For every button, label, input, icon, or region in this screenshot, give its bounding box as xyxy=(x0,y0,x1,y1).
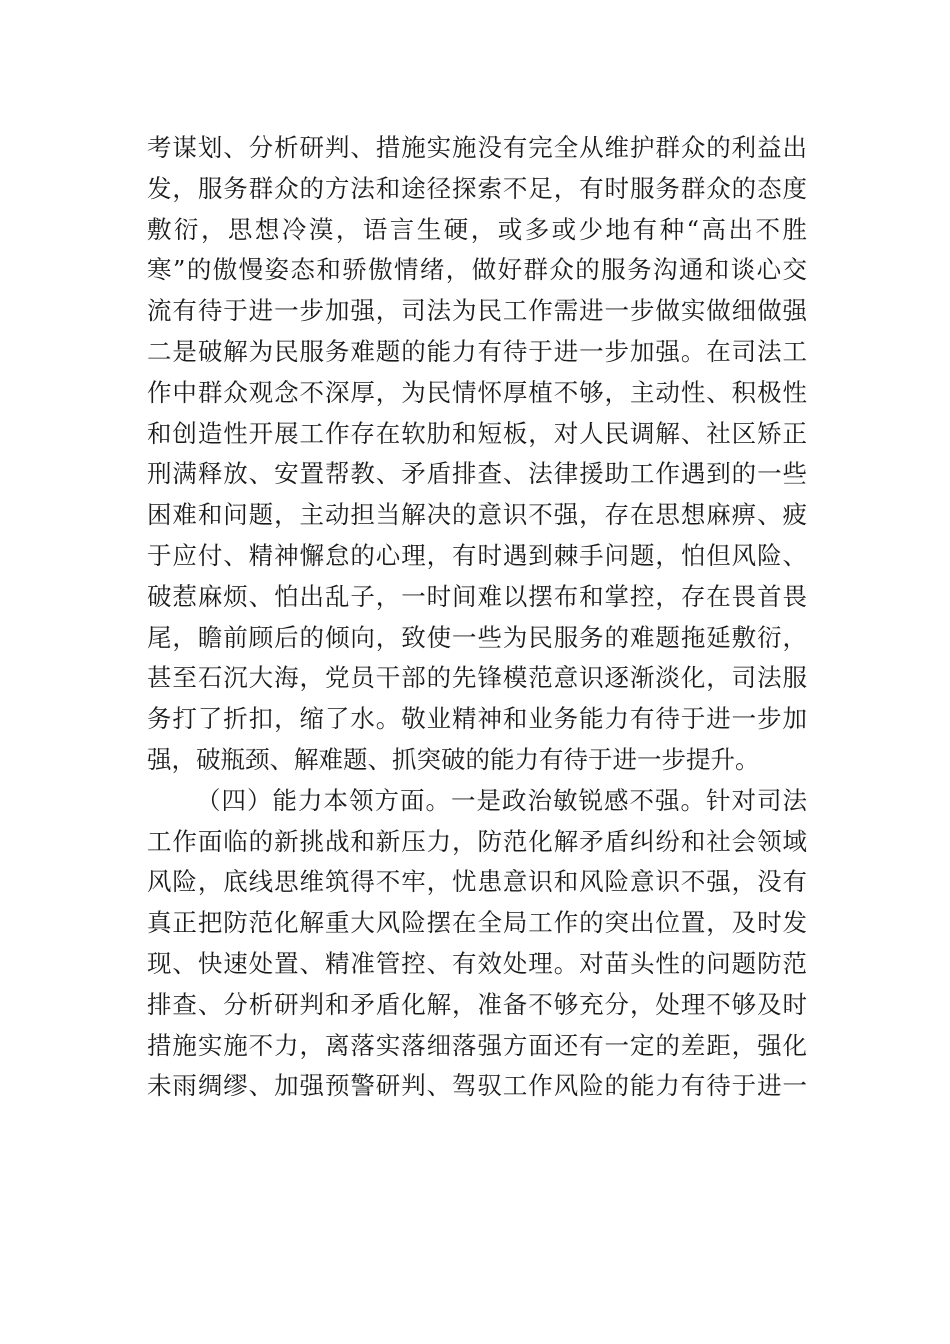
text-line: 措施实施不力，离落实落细落强方面还有一定的差距，强化 xyxy=(147,1030,807,1060)
text-line: 敷衍，思想冷漠，语言生硬，或多或少地有种“高出不胜 xyxy=(147,214,807,244)
text-line: 刑满释放、安置帮教、矛盾排查、法律援助工作遇到的一些 xyxy=(147,459,807,489)
text-line: 寒”的傲慢姿态和骄傲情绪，做好群众的服务沟通和谈心交 xyxy=(147,255,807,285)
section-heading-line: （四）能力本领方面。一是政治敏锐感不强。针对司法 xyxy=(196,785,807,815)
text-line: 排查、分析研判和矛盾化解，准备不够充分，处理不够及时 xyxy=(147,989,807,1019)
text-line: 真正把防范化解重大风险摆在全局工作的突出位置，及时发 xyxy=(147,908,807,938)
text-line: 二是破解为民服务难题的能力有待于进一步加强。在司法工 xyxy=(147,336,807,366)
text-line: 破惹麻烦、怕出乱子，一时间难以摆布和掌控，存在畏首畏 xyxy=(147,581,807,611)
text-line: 于应付、精神懈怠的心理，有时遇到棘手问题，怕但风险、 xyxy=(147,540,807,570)
text-line: 工作面临的新挑战和新压力，防范化解矛盾纠纷和社会领域 xyxy=(147,826,807,856)
text-line: 困难和问题，主动担当解决的意识不强，存在思想麻痹、疲 xyxy=(147,500,807,530)
text-line: 考谋划、分析研判、措施实施没有完全从维护群众的利益出 xyxy=(147,133,807,162)
text-line: 现、快速处置、精准管控、有效处理。对苗头性的问题防范 xyxy=(147,948,807,978)
text-line: 务打了折扣，缩了水。敬业精神和业务能力有待于进一步加 xyxy=(147,704,807,734)
text-line: 尾，瞻前顾后的倾向，致使一些为民服务的难题拖延敷衍， xyxy=(147,622,807,652)
text-line: 发，服务群众的方法和途径探索不足，有时服务群众的态度 xyxy=(147,173,807,203)
text-line: 甚至石沉大海，党员干部的先锋模范意识逐渐淡化，司法服 xyxy=(147,663,807,693)
text-line: 和创造性开展工作存在软肋和短板，对人民调解、社区矫正 xyxy=(147,418,807,448)
text-line: 作中群众观念不深厚，为民情怀厚植不够，主动性、积极性 xyxy=(147,377,807,407)
text-line: 强，破瓶颈、解难题、抓突破的能力有待于进一步提升。 xyxy=(147,744,760,774)
document-body xyxy=(147,128,807,1107)
text-line: 流有待于进一步加强，司法为民工作需进一步做实做细做强 xyxy=(147,296,807,326)
text-line: 风险，底线思维筑得不牢，忧患意识和风险意识不强，没有 xyxy=(147,867,807,897)
text-line: 未雨绸缪、加强预警研判、驾驭工作风险的能力有待于进一 xyxy=(147,1071,807,1101)
